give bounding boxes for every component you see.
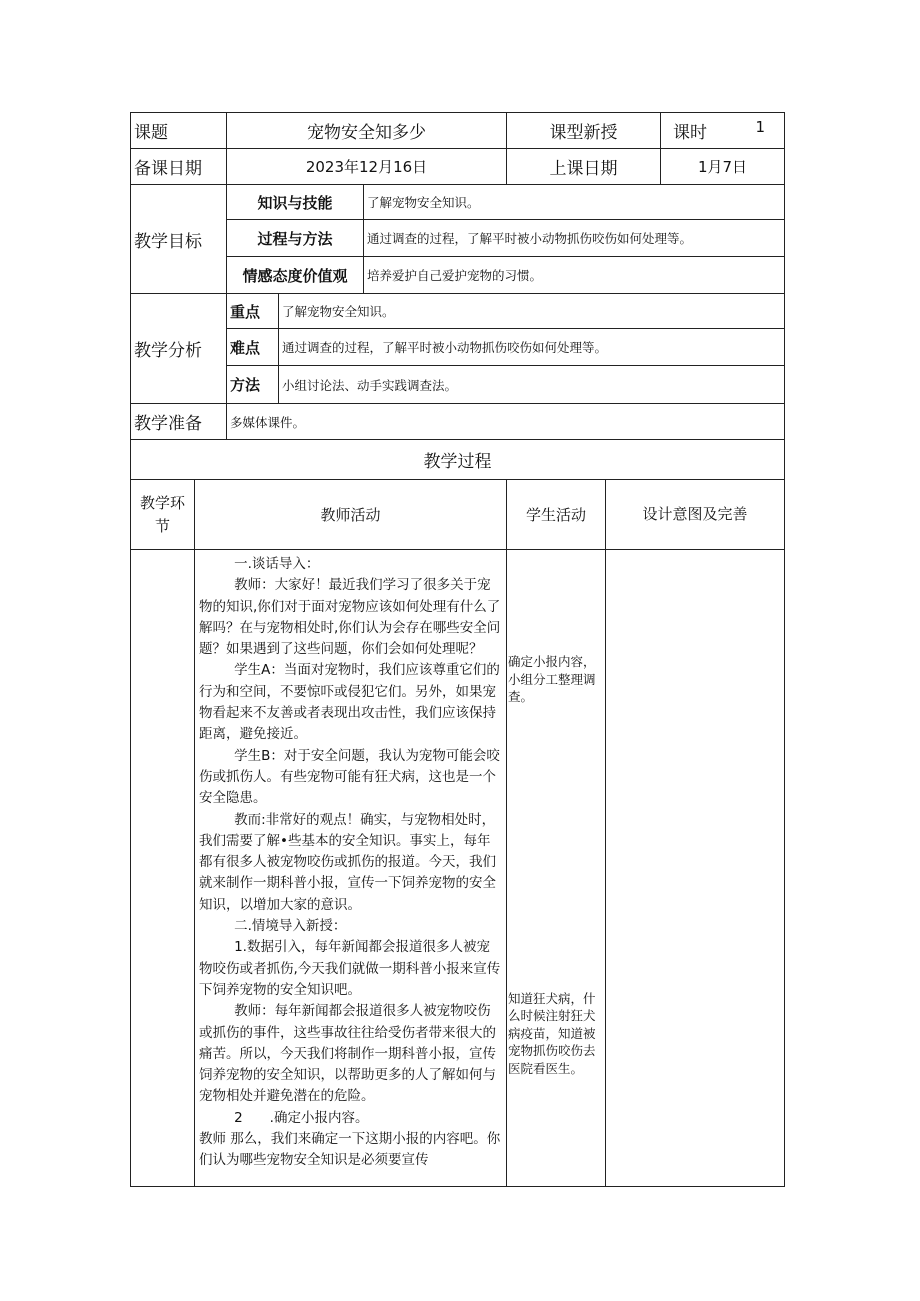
teacher-paragraph: 教而:非常好的观点！确实，与宠物相处时，我们需要了解•些基本的安全知识。事实上，每年都有很多人被宠物咬伤或抓伤的报道。今天，我们就来制作一期科普小报，宣传一下饲养宠物的安全知识，以增加大家的意识。 [199,811,496,913]
objective-text: 通过调查的过程，了解平时被小动物抓伤咬伤如何处理等。 [364,220,785,257]
teacher-paragraph: 1.数据引入，每年新闻都会报道很多人被宠物咬伤或者抓伤,今天我们就做一期科普小报来宣传下饲养宠物的安全知识吧。 [199,939,501,998]
teacher-paragraph: 教师：大家好！最近我们学习了很多关于宠物的知识,你们对于面对宠物应该如何处理有什么了解吗？在与宠物相处时,你们认为会存在哪些安全问题？如果遇到了这些问题，你们会如何处理呢？ [199,577,501,658]
prep-date-value: 2023年12月16日 [227,149,507,185]
class-date-label: 上课日期 [507,149,661,185]
analysis-text: 了解宠物安全知识。 [279,294,785,329]
teacher-paragraph: 2 .确定小报内容。 [234,1109,369,1126]
analysis-label: 教学分析 [131,294,227,404]
analysis-name: 重点 [227,294,279,329]
col-header-design: 设计意图及完善 [606,480,785,550]
teacher-paragraph: 二.情境导入新授： [234,918,347,935]
student-note: 确定小报内容，小组分工整理调查。 [508,654,596,704]
hours-cell [661,113,785,149]
topic-value: 宠物安全知多少 [227,113,507,149]
teacher-paragraph: 一.谈话导入： [234,556,320,572]
col-header-stage: 教学环节 [131,480,195,550]
objective-name: 过程与方法 [227,220,364,257]
preparation-text: 多媒体课件。 [227,404,785,440]
objective-text: 了解宠物安全知识。 [364,185,785,220]
teacher-paragraph: 教师 那么，我们来确定一下这期小报的内容吧。你们认为哪些宠物安全知识是必须要宣传 [199,1131,501,1169]
objective-text: 培养爱护自己爱护宠物的习惯。 [364,257,785,294]
lesson-plan-table [130,112,785,1187]
col-header-teacher: 教师活动 [195,480,507,550]
class-date-value: 1月7日 [661,149,785,185]
teacher-paragraph: 学生A：当面对宠物时，我们应该尊重它们的行为和空间，不要惊吓或侵犯它们。另外，如果宠物看起来不友善或者表现出攻击性，我们应该保持距离，避免接近。 [199,662,500,743]
student-note: 知道狂犬病，什么时候注射狂犬病疫苗，知道被宠物抓伤咬伤去医院看医生。 [508,990,596,1076]
analysis-text: 小组讨论法、动手实践调查法。 [279,366,785,404]
analysis-name: 难点 [227,329,279,366]
hours-label: 课时 [673,123,707,143]
objective-name: 情感态度价值观 [227,257,364,294]
stage-cell [131,550,195,1187]
teacher-activity [195,550,507,1187]
teacher-paragraph: 学生B：对于安全问题，我认为宠物可能会咬伤或抓伤人。有些宠物可能有狂犬病，这也是一个安全隐患。 [199,747,500,807]
design-cell [606,550,785,1187]
col-header-student: 学生活动 [507,480,606,550]
objectives-label: 教学目标 [131,185,227,294]
objective-name: 知识与技能 [227,185,364,220]
teacher-paragraph: 教师：每年新闻都会报道很多人被宠物咬伤或抓伤的事件，这些事故往往给受伤者带来很大的痛苦。所以，今天我们将制作一期科普小报，宣传饲养宠物的安全知识，以帮助更多的人了解如何与宠物相处并避免潜在的危险。 [199,1003,496,1105]
topic-label: 课题 [131,113,227,149]
student-activity [507,550,606,1187]
process-title: 教学过程 [131,440,785,480]
preparation-label: 教学准备 [131,404,227,440]
lesson-type: 课型新授 [507,113,661,149]
hours-value: 1 [755,118,765,136]
analysis-text: 通过调查的过程，了解平时被小动物抓伤咬伤如何处理等。 [279,329,785,366]
prep-date-label: 备课日期 [131,149,227,185]
analysis-name: 方法 [227,366,279,404]
